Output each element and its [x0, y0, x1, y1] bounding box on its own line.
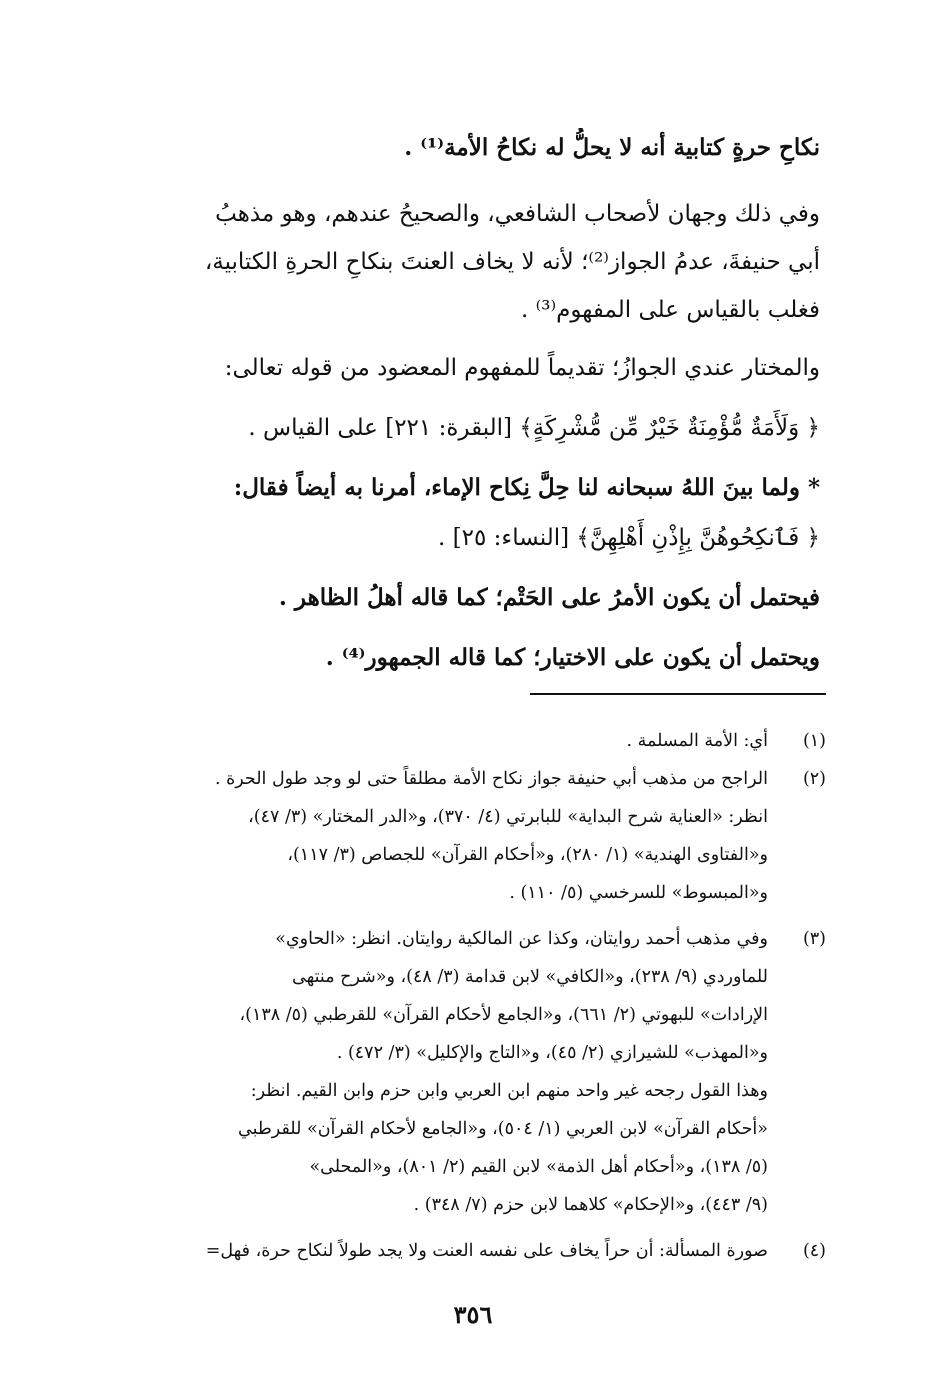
footnote-4: [120, 1236, 826, 1268]
footnote-number: (٤): [802, 1241, 826, 1261]
body-line-2: وفي ذلك وجهان لأصحاب الشافعي، والصحيحُ عندهم، وهو مذهبُ: [215, 201, 820, 227]
footnote-number: (١): [802, 731, 826, 751]
body-line-10: ويحتمل أن يكون على الاختيار؛ كما قاله الجمهور⁽⁴⁾ .: [325, 644, 820, 671]
footnote-line: انظر: «العناية شرح البداية» للبابرتي (٤/ ٣٧٠)، و«الدر المختار» (٣/ ٤٧)،: [248, 807, 768, 827]
body-line-3: أبي حنيفةَ، عدمُ الجواز⁽²⁾؛ لأنه لا يخاف العنتَ بنكاحِ الحرةِ الكتابية،: [204, 249, 820, 275]
footnote-line: وهذا القول رجحه غير واحد منهم ابن العربي وابن حزم وابن القيم. انظر:: [250, 1081, 768, 1101]
footnote-line: أي: الأمة المسلمة .: [626, 731, 768, 751]
footnote-3-line-8: [120, 1190, 826, 1222]
footnote-3-line-2: [120, 962, 826, 994]
footnote-line: وفي مذهب أحمد روايتان، وكذا عن المالكية روايتان. انظر: «الحاوي»: [275, 929, 768, 949]
footnote-line: و«المهذب» للشيرازي (٢/ ٤٥)، و«التاج والإكليل» (٣/ ٤٧٢) .: [336, 1043, 768, 1063]
footnote-line: (٩/ ٤٤٣)، و«الإحكام» كلاهما لابن حزم (٧/ ٣٤٨) .: [413, 1195, 768, 1215]
body-line-5: والمختار عندي الجوازُ؛ تقديماً للمفهوم المعضود من قوله تعالى:: [224, 355, 820, 381]
footnote-line: و«الفتاوى الهندية» (١/ ٢٨٠)، و«أحكام القرآن» للجصاص (٣/ ١١٧)،: [287, 845, 768, 865]
footnote-line: «أحكام القرآن» لابن العربي (١/ ٥٠٤)، و«الجامع لأحكام القرآن» للقرطبي: [238, 1119, 768, 1139]
footnote-2: [120, 764, 826, 796]
footnote-number: (٢): [802, 769, 826, 789]
footnote-line: صورة المسألة: أن حراً يخاف على نفسه العنت ولا يجد طولاً لنكاح حرة، فهل=: [205, 1241, 768, 1261]
footnote-3-line-7: [120, 1152, 826, 1184]
footnote-3: [120, 924, 826, 956]
footnote-2-line-2: [120, 802, 826, 834]
footnote-line: للماوردي (٩/ ٢٣٨)، و«الكافي» لابن قدامة (٣/ ٤٨)، و«شرح منتهى: [292, 967, 768, 987]
body-line-1: نكاحِ حرةٍ كتابية أنه لا يحلُّ له نكاحُ الأمة⁽¹⁾ .: [404, 134, 820, 161]
footnote-2-line-4: [120, 878, 826, 910]
footnote-3-line-3: [120, 1000, 826, 1032]
page-number: ٣٥٦: [453, 1300, 493, 1329]
body-line-6: ﴿ وَلَأَمَةٌ مُّؤْمِنَةٌ خَيْرٌ مِّن مُّشْرِكَةٍ﴾ [البقرة: ٢٢١] على القياس .: [248, 415, 820, 441]
footnote-line: (٥/ ١٣٨)، و«أحكام أهل الذمة» لابن القيم (٢/ ٨٠١)، و«المحلى»: [309, 1157, 768, 1177]
body-line-8: ﴿ فَٱنكِحُوهُنَّ بِإِذْنِ أَهْلِهِنَّ﴾ [النساء: ٢٥] .: [438, 525, 820, 551]
footnote-3-line-6: [120, 1114, 826, 1146]
footnote-3-line-4: [120, 1038, 826, 1070]
footnote-line: الراجح من مذهب أبي حنيفة جواز نكاح الأمة مطلقاً حتى لو وجد طول الحرة .: [214, 769, 768, 789]
footnote-number: (٣): [802, 929, 826, 949]
body-line-7: * ولما بينَ اللهُ سبحانه لنا حِلَّ نِكاح الإماء، أمرنا به أيضاً فقال:: [233, 474, 820, 501]
footnote-line: الإرادات» للبهوتي (٢/ ٦٦١)، و«الجامع لأحكام القرآن» للقرطبي (٥/ ١٣٨)،: [239, 1005, 768, 1025]
footnote-1: [120, 726, 826, 758]
footnote-separator: [530, 693, 826, 695]
footnote-line: و«المبسوط» للسرخسي (٥/ ١١٠) .: [509, 883, 768, 903]
footnote-2-line-3: [120, 840, 826, 872]
body-line-4: فغلب بالقياس على المفهوم⁽³⁾ .: [520, 297, 820, 323]
body-line-9: فيحتمل أن يكون الأمرُ على الحَتْم؛ كما قاله أهلُ الظاهر .: [278, 584, 820, 611]
footnote-3-line-5: [120, 1076, 826, 1108]
